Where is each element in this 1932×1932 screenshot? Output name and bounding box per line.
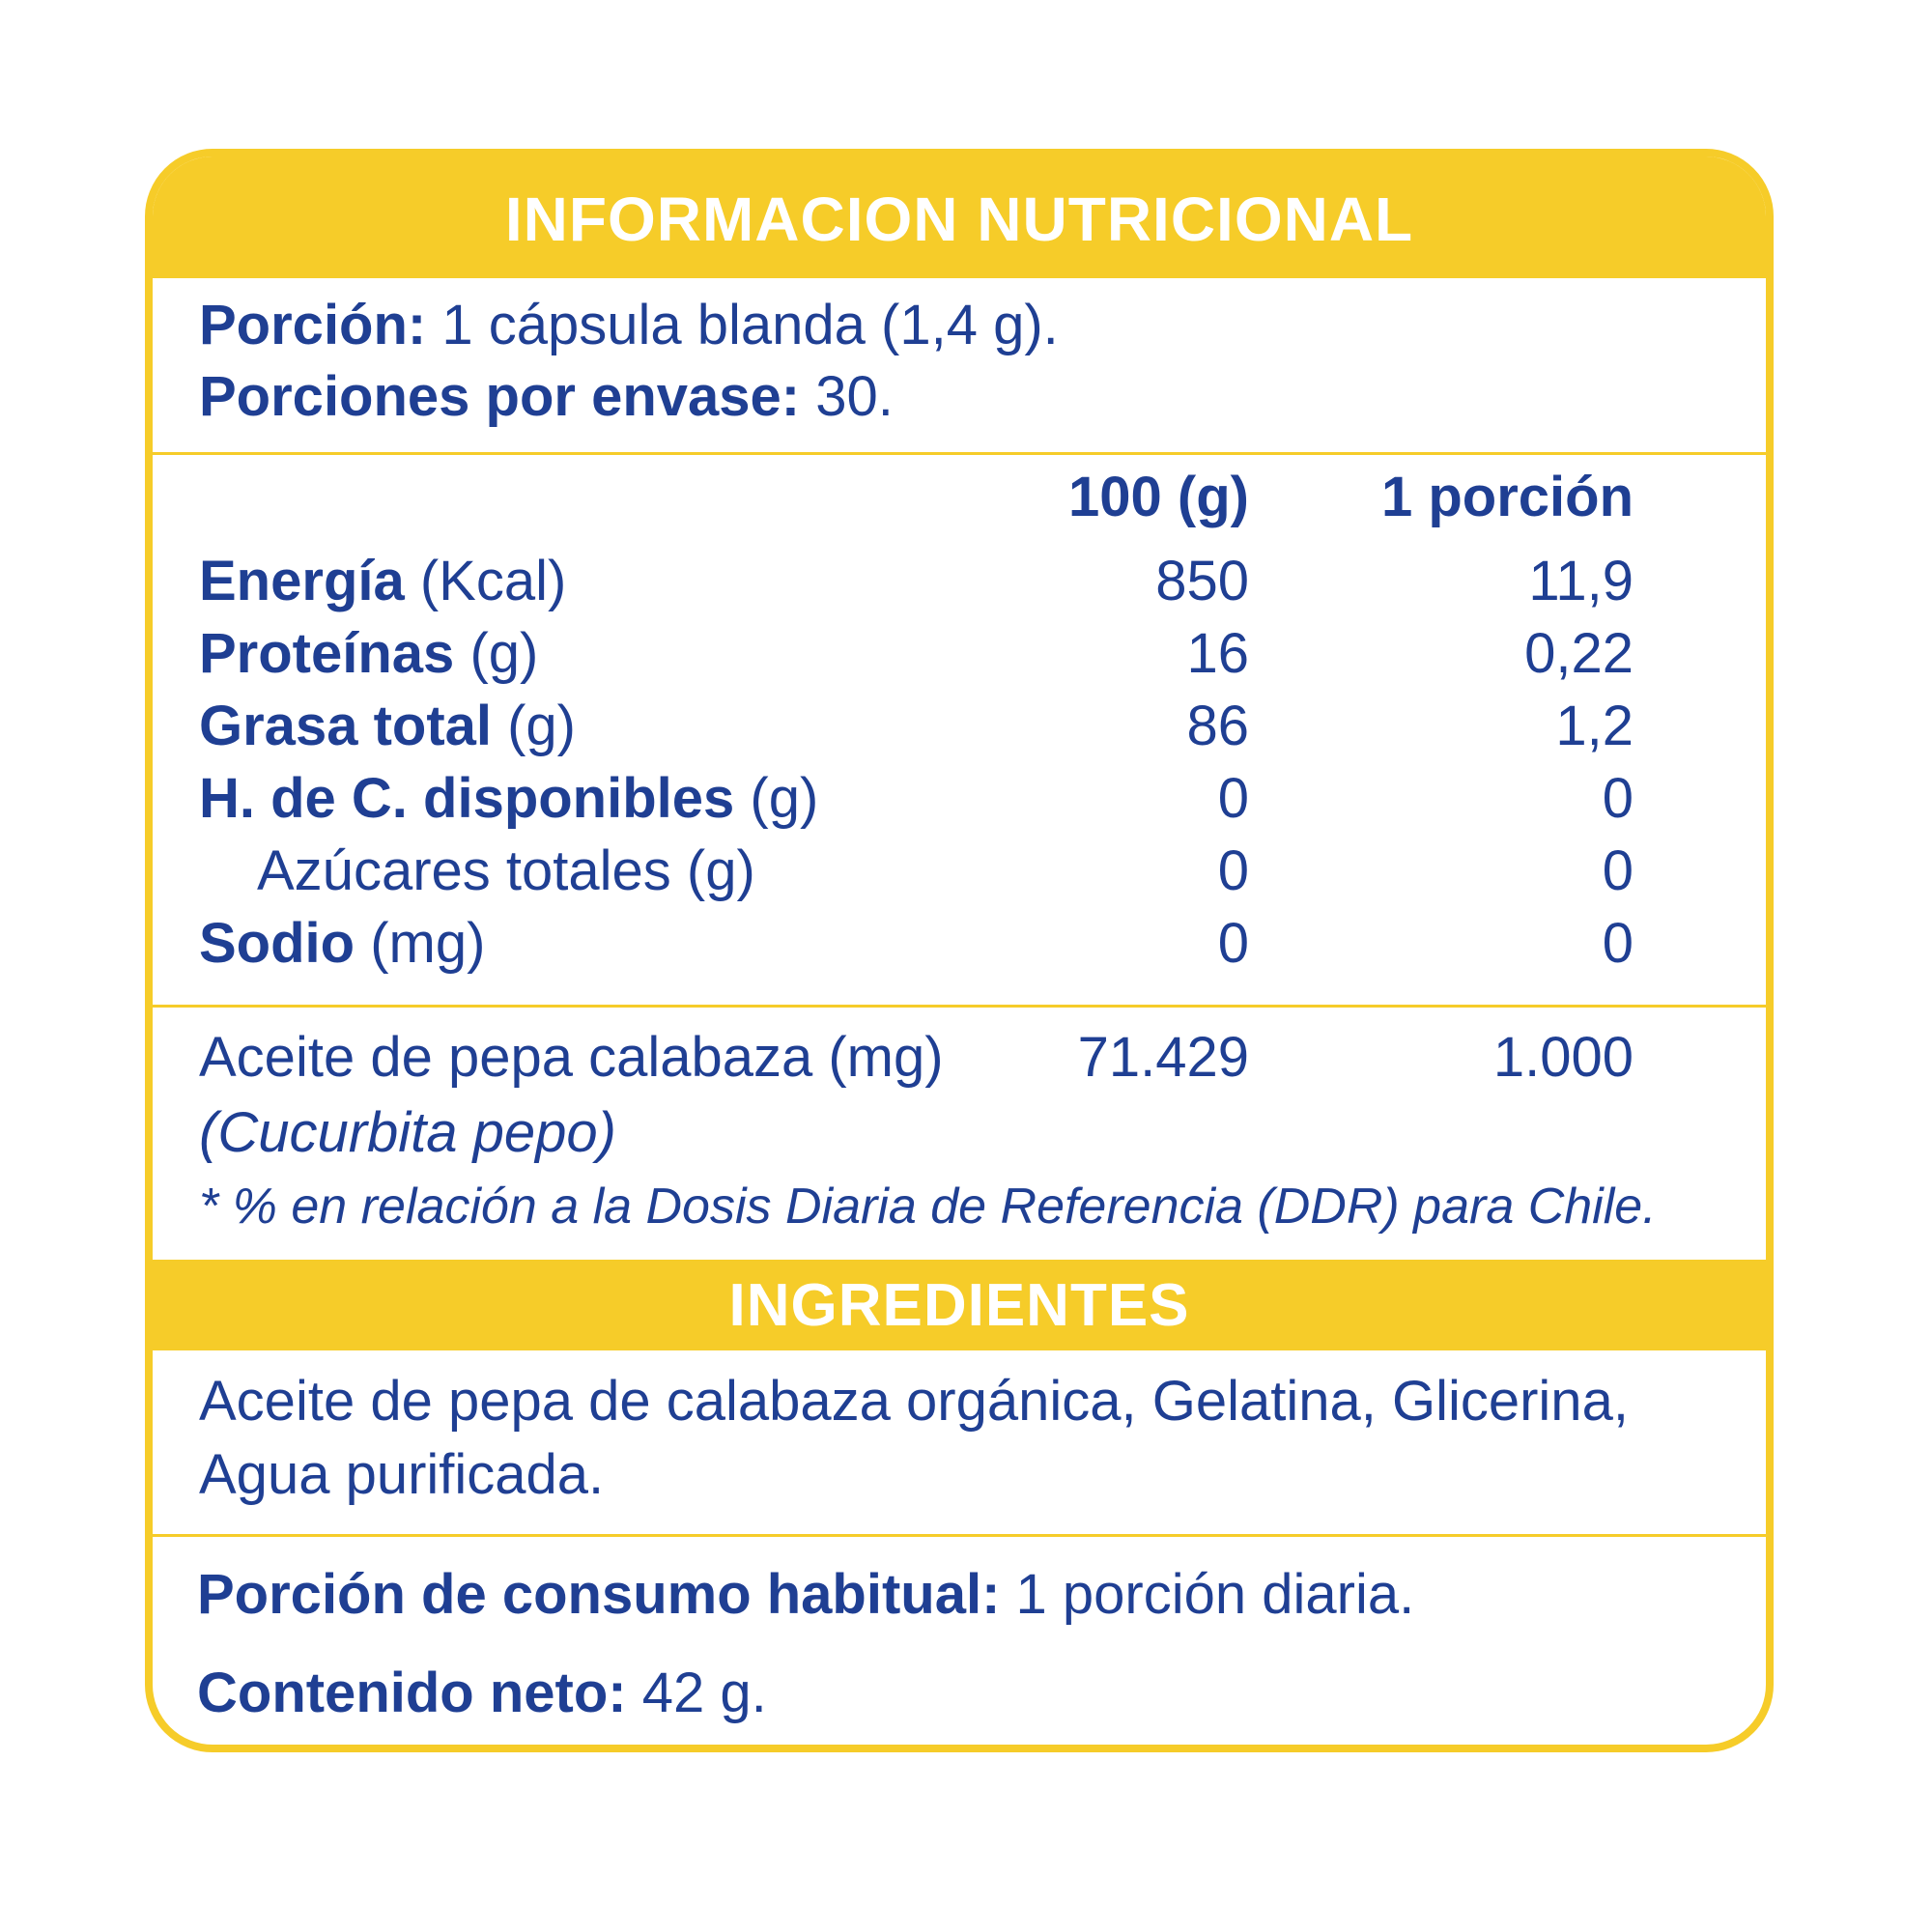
nutrient-unit: (g) xyxy=(734,767,819,830)
portion-label: Porción: xyxy=(199,294,427,356)
nutrient-value-100g: 16 xyxy=(1186,622,1249,685)
ingredients-line-1: Aceite de pepa de calabaza orgánica, Gelatina, Glicerina, xyxy=(199,1370,1629,1433)
nutrient-name: Proteínas xyxy=(199,622,455,685)
nutrient-value-100g: 86 xyxy=(1186,695,1249,757)
divider xyxy=(153,1005,1766,1008)
habitual-portion-label: Porción de consumo habitual: xyxy=(197,1563,1001,1626)
oil-label: Aceite de pepa calabaza (mg) xyxy=(199,1026,944,1089)
nutrient-row-label xyxy=(199,548,566,615)
portion-line xyxy=(199,292,1059,359)
portions-per-pack-label: Porciones por envase: xyxy=(199,365,801,428)
nutrient-value-portion: 1,2 xyxy=(1555,695,1634,757)
nutrient-unit: (mg) xyxy=(355,912,486,975)
nutrient-row-label xyxy=(199,693,576,760)
portions-per-pack-value: 30. xyxy=(800,365,894,428)
nutrient-unit: (g) xyxy=(454,622,539,685)
nutrition-title: INFORMACION NUTRICIONAL xyxy=(153,156,1766,278)
nutrient-name: H. de C. disponibles xyxy=(199,767,735,830)
divider xyxy=(153,452,1766,455)
nutrient-value-portion: 11,9 xyxy=(1528,550,1634,612)
nutrient-subitem-name: Azúcares totales (g) xyxy=(257,839,755,902)
oil-value-portion: 1.000 xyxy=(1492,1026,1634,1089)
nutrient-name: Grasa total xyxy=(199,695,492,757)
nutrient-value-100g: 850 xyxy=(1155,550,1249,612)
nutrition-panel xyxy=(145,149,1774,1752)
nutrient-row-label xyxy=(199,620,538,688)
column-header-100g: 100 (g) xyxy=(1068,466,1249,528)
nutrient-value-100g: 0 xyxy=(1217,767,1249,830)
nutrient-row-label xyxy=(257,838,755,905)
nutrient-unit: (g) xyxy=(492,695,576,757)
nutrient-name: Sodio xyxy=(199,912,355,975)
footnote: * % en relación a la Dosis Diaria de Referencia (DDR) para Chile. xyxy=(199,1179,1657,1235)
nutrient-value-portion: 0,22 xyxy=(1524,622,1634,685)
oil-value-100g: 71.429 xyxy=(1077,1026,1249,1089)
nutrient-row-label xyxy=(199,765,818,833)
ingredients-title: INGREDIENTES xyxy=(153,1260,1766,1350)
net-content-value: 42 g. xyxy=(626,1662,767,1724)
oil-scientific-name: (Cucurbita pepo) xyxy=(199,1101,616,1164)
nutrient-row-label xyxy=(199,910,485,978)
column-header-portion: 1 porción xyxy=(1380,466,1634,528)
nutrient-value-portion: 0 xyxy=(1602,839,1634,902)
nutrient-value-portion: 0 xyxy=(1602,767,1634,830)
portions-per-pack-line xyxy=(199,363,894,431)
habitual-portion-value: 1 porción diaria. xyxy=(1000,1563,1415,1626)
habitual-portion-line xyxy=(197,1561,1414,1629)
nutrient-value-portion: 0 xyxy=(1602,912,1634,975)
nutrient-value-100g: 0 xyxy=(1217,912,1249,975)
net-content-line xyxy=(197,1660,767,1727)
nutrient-value-100g: 0 xyxy=(1217,839,1249,902)
portion-value: 1 cápsula blanda (1,4 g). xyxy=(426,294,1059,356)
ingredients-line-2: Agua purificada. xyxy=(199,1443,605,1506)
nutrient-name: Energía xyxy=(199,550,405,612)
nutrient-unit: (Kcal) xyxy=(404,550,567,612)
net-content-label: Contenido neto: xyxy=(197,1662,627,1724)
divider xyxy=(153,1534,1766,1537)
